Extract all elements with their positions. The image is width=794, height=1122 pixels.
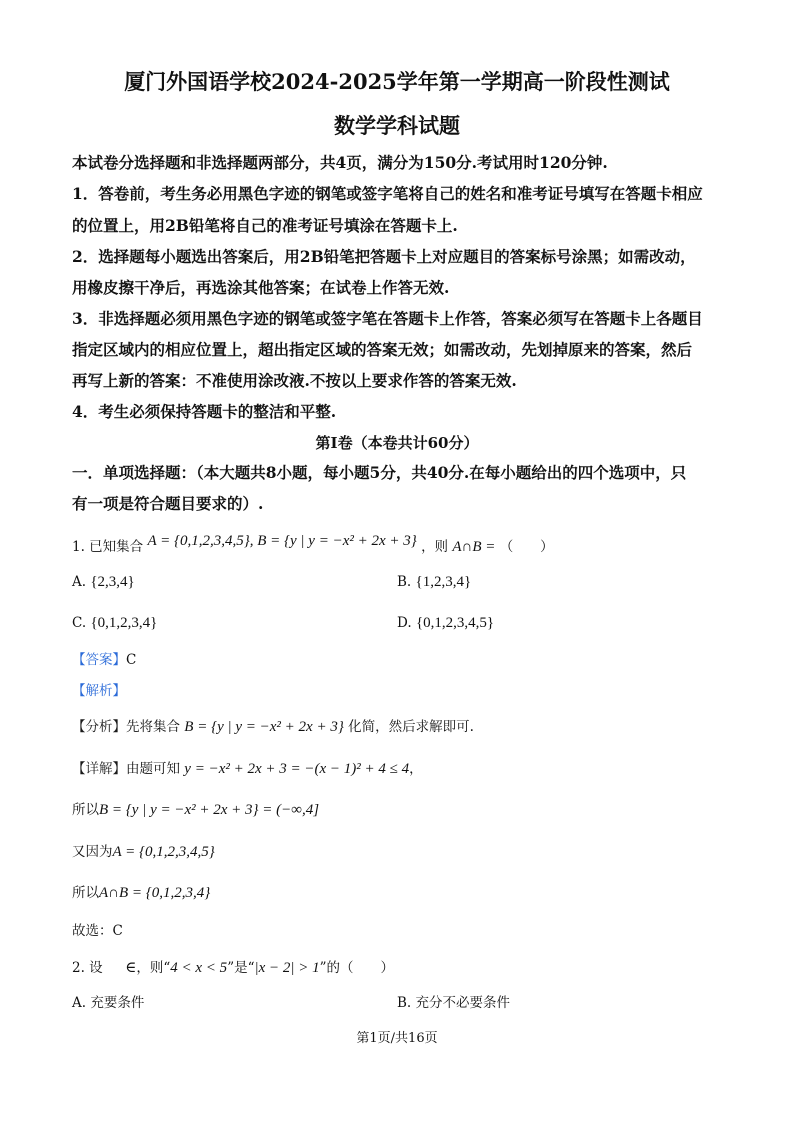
option-label: D. <box>397 615 412 631</box>
q1-option-a <box>72 572 135 592</box>
q2-suffix: ”的（ ） <box>319 960 395 976</box>
step-math: A = {0,1,2,3,4,5} <box>112 844 215 860</box>
question-2 <box>72 958 394 978</box>
q2-option-b <box>397 993 510 1013</box>
option-value: {0,1,2,3,4} <box>90 615 158 631</box>
instruction-3-line2: 指定区域内的相应位置上，超出指定区域的答案无效；如需改动，先划掉原来的答案，然后 <box>72 340 693 359</box>
q1-option-c <box>72 613 157 633</box>
step-pre: 所以 <box>72 802 99 818</box>
section-heading-line2: 有一项是符合题目要求的）. <box>72 494 264 513</box>
q2-cond1: 4 < x < 5 <box>170 960 228 976</box>
step-math: A∩B = {0,1,2,3,4} <box>99 885 211 901</box>
instruction-2-line2: 用橡皮擦干净后，再选涂其他答案；在试卷上作答无效. <box>72 278 450 297</box>
q1-answer <box>72 650 136 670</box>
q1-detail <box>72 759 423 779</box>
step-math: B = {y | y = −x² + 2x + 3} = (−∞,4] <box>99 802 320 818</box>
fenxi-tag: 【分析】 <box>72 719 126 735</box>
detail-math: y = −x² + 2x + 3 = −(x − 1)² + 4 ≤ 4 <box>184 761 410 777</box>
option-label: C. <box>72 615 87 631</box>
part-title: 第I卷（本卷共计60分） <box>315 434 479 452</box>
question-1 <box>72 533 554 557</box>
instruction-1-line1: 1．答卷前，考生务必用黑色字迹的钢笔或签字笔将自己的姓名和准考证号填写在答题卡相应 <box>72 184 703 203</box>
fenxi-post: 化简，然后求解即可. <box>348 719 474 735</box>
q1-paren: （ ） <box>499 539 554 555</box>
q1-fenxi <box>72 717 474 737</box>
option-value: {0,1,2,3,4,5} <box>415 615 495 631</box>
q2-cond2: |x − 2| > 1 <box>254 960 320 976</box>
answer-tag: 【答案】 <box>72 652 126 668</box>
fenxi-pre: 先将集合 <box>126 719 180 735</box>
q1-prefix: 1. 已知集合 <box>72 539 144 555</box>
q1-choose: 故选：C <box>72 923 123 939</box>
step-pre: 所以 <box>72 885 99 901</box>
instruction-2-line1: 2．选择题每小题选出答案后，用2B铅笔把答题卡上对应题目的答案标号涂黑；如需改动， <box>72 247 696 266</box>
q2-elem: ∈ <box>125 960 137 976</box>
q1-analysis-tag <box>72 681 126 701</box>
option-label: A. <box>72 574 87 590</box>
instruction-4: 4．考生必须保持答题卡的整洁和平整. <box>72 402 337 421</box>
q2-mid: ，则“ <box>136 960 171 976</box>
q1-sets: A = {0,1,2,3,4,5}, B = {y | y = −x² + 2x + 3} <box>147 533 417 549</box>
option-value: 充要条件 <box>90 995 145 1011</box>
page-title: 厦门外国语学校2024-2025学年第一学期高一阶段性测试 <box>124 69 670 94</box>
q2-option-a <box>72 993 144 1013</box>
instructions-intro: 本试卷分选择题和非选择题两部分，共4页，满分为150分.考试用时120分钟. <box>72 153 608 172</box>
detail-pre: 由题可知 <box>126 761 180 777</box>
q1-option-b <box>397 572 471 592</box>
q2-mid2: ”是“ <box>227 960 255 976</box>
option-value: {2,3,4} <box>90 574 135 590</box>
q1-ask: A∩B = <box>452 539 496 555</box>
q1-step-3 <box>72 883 210 903</box>
q1-step-2 <box>72 842 215 862</box>
option-label: B. <box>397 995 412 1011</box>
q2-prefix: 2. 设 <box>72 960 103 976</box>
instruction-1-line2: 的位置上，用2B铅笔将自己的准考证号填涂在答题卡上. <box>72 216 458 235</box>
instruction-3-line3: 再写上新的答案：不准使用涂改液.不按以上要求作答的答案无效. <box>72 371 517 390</box>
detail-tag: 【详解】 <box>72 761 126 777</box>
section-heading-line1: 一．单项选择题：（本大题共8小题，每小题5分，共40分.在每小题给出的四个选项中，只 <box>72 463 687 482</box>
option-label: A. <box>72 995 87 1011</box>
answer-value: C <box>126 652 137 668</box>
option-value: {1,2,3,4} <box>415 574 472 590</box>
page-subtitle: 数学学科试题 <box>334 113 460 138</box>
option-value: 充分不必要条件 <box>415 995 511 1011</box>
detail-post: ， <box>409 761 423 777</box>
option-label: B. <box>397 574 412 590</box>
q1-suffix: ，则 <box>421 539 449 555</box>
instruction-3-line1: 3．非选择题必须用黑色字迹的钢笔或签字笔在答题卡上作答，答案必须写在答题卡上各题目 <box>72 309 703 328</box>
q1-step-1 <box>72 800 319 820</box>
q1-option-d <box>397 613 494 633</box>
fenxi-math: B = {y | y = −x² + 2x + 3} <box>184 719 344 735</box>
page-footer: 第1页/共16页 <box>356 1031 438 1046</box>
step-pre: 又因为 <box>72 844 113 860</box>
analysis-tag: 【解析】 <box>72 683 126 699</box>
